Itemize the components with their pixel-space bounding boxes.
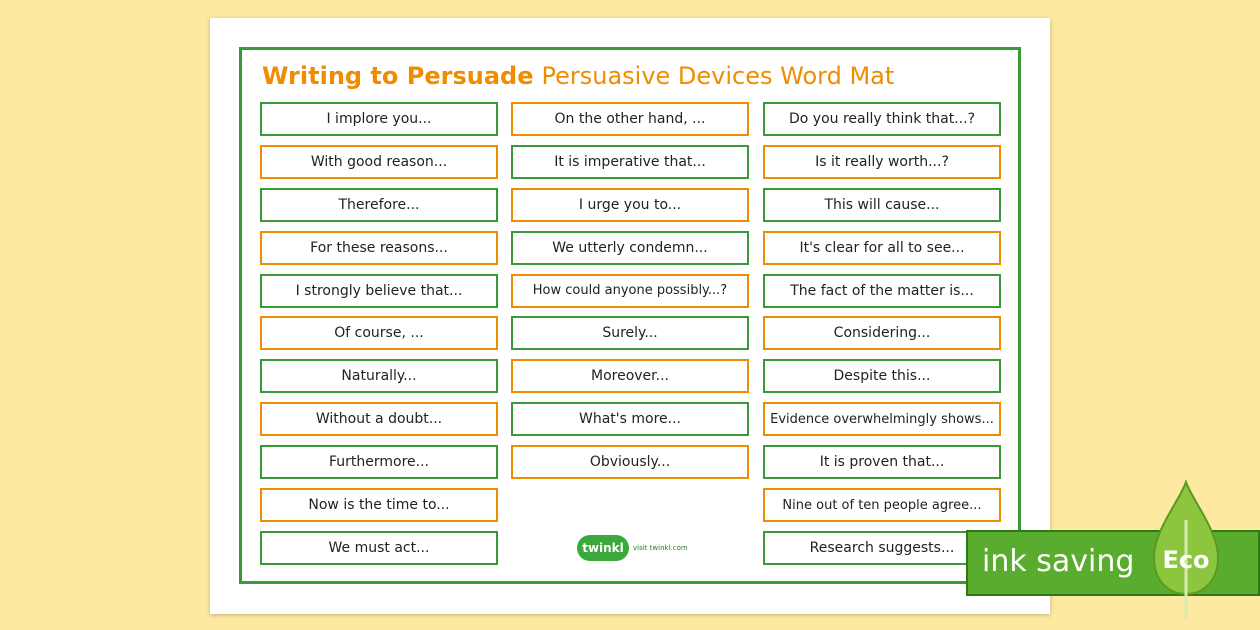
word-box: Nine out of ten people agree... — [763, 488, 1001, 522]
word-box: Surely... — [511, 316, 749, 350]
word-box: The fact of the matter is... — [763, 274, 1001, 308]
word-box: What's more... — [511, 402, 749, 436]
word-box: We utterly condemn... — [511, 231, 749, 265]
ink-saving-text: ink saving — [982, 544, 1135, 579]
word-box: This will cause... — [763, 188, 1001, 222]
word-box: Moreover... — [511, 359, 749, 393]
word-box: Without a doubt... — [260, 402, 498, 436]
word-box: I implore you... — [260, 102, 498, 136]
word-box: For these reasons... — [260, 231, 498, 265]
word-box: I strongly believe that... — [260, 274, 498, 308]
word-box: Furthermore... — [260, 445, 498, 479]
word-box: Despite this... — [763, 359, 1001, 393]
column-1 — [260, 102, 498, 574]
word-box: Therefore... — [260, 188, 498, 222]
eco-leaf-icon — [1150, 480, 1222, 620]
word-box: Considering... — [763, 316, 1001, 350]
word-box: Obviously... — [511, 445, 749, 479]
word-box: Evidence overwhelmingly shows... — [763, 402, 1001, 436]
twinkl-logo-mark: twinkl — [577, 535, 629, 561]
column-3 — [763, 102, 1001, 574]
eco-leaf-label: Eco — [1162, 546, 1210, 574]
word-box: On the other hand, ... — [511, 102, 749, 136]
word-box: It's clear for all to see... — [763, 231, 1001, 265]
twinkl-visit-text: visit twinkl.com — [633, 544, 688, 552]
page-title — [262, 62, 894, 90]
word-box: Do you really think that...? — [763, 102, 1001, 136]
title-subtitle: Persuasive Devices Word Mat — [541, 62, 895, 90]
word-box: It is proven that... — [763, 445, 1001, 479]
title-bold: Writing to Persuade — [262, 62, 534, 90]
word-box: I urge you to... — [511, 188, 749, 222]
word-box: Of course, ... — [260, 316, 498, 350]
word-box: With good reason... — [260, 145, 498, 179]
word-box: We must act... — [260, 531, 498, 565]
word-mat-sheet — [210, 18, 1050, 614]
word-box: Research suggests... — [763, 531, 1001, 565]
twinkl-logo — [577, 535, 688, 561]
word-box: How could anyone possibly...? — [511, 274, 749, 308]
word-box: Now is the time to... — [260, 488, 498, 522]
word-box: Is it really worth...? — [763, 145, 1001, 179]
word-mat-frame — [239, 47, 1021, 584]
column-2 — [511, 102, 749, 488]
word-box: It is imperative that... — [511, 145, 749, 179]
word-box: Naturally... — [260, 359, 498, 393]
